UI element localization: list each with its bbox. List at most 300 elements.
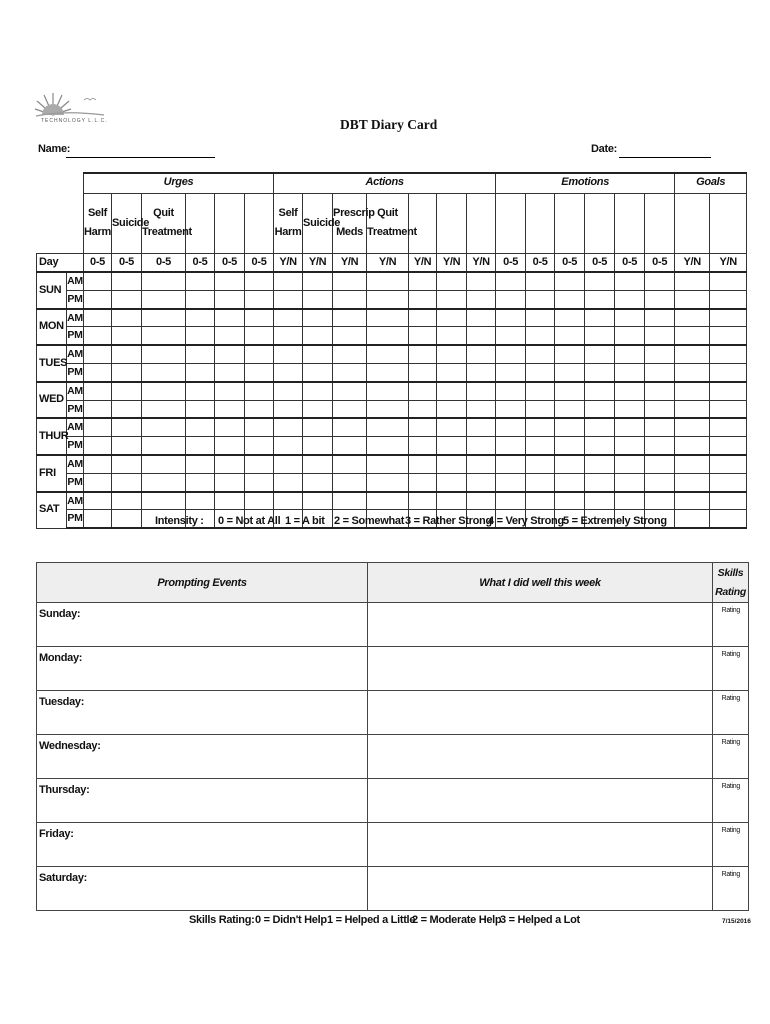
entry-cell[interactable] — [245, 272, 274, 290]
entry-cell[interactable] — [186, 309, 215, 327]
entry-cell[interactable] — [467, 309, 496, 327]
entry-cell[interactable] — [303, 418, 333, 436]
entry-cell[interactable] — [467, 418, 496, 436]
entry-cell[interactable] — [274, 400, 303, 418]
entry-cell[interactable] — [615, 437, 645, 455]
entry-cell[interactable] — [245, 290, 274, 308]
entry-cell[interactable] — [367, 327, 409, 345]
entry-cell[interactable] — [303, 473, 333, 491]
entry-cell[interactable] — [84, 510, 112, 528]
entry-cell[interactable] — [367, 437, 409, 455]
entry-cell[interactable] — [367, 364, 409, 382]
entry-cell[interactable] — [142, 364, 186, 382]
entry-cell[interactable] — [675, 327, 710, 345]
entry-cell[interactable] — [245, 364, 274, 382]
entry-cell[interactable] — [245, 382, 274, 400]
entry-cell[interactable] — [215, 272, 245, 290]
did-well-cell[interactable] — [368, 691, 713, 735]
entry-cell[interactable] — [437, 309, 467, 327]
prompting-events-cell[interactable] — [37, 823, 368, 867]
entry-cell[interactable] — [710, 382, 747, 400]
entry-cell[interactable] — [675, 309, 710, 327]
entry-cell[interactable] — [333, 437, 367, 455]
entry-cell[interactable] — [112, 400, 142, 418]
entry-cell[interactable] — [615, 400, 645, 418]
entry-cell[interactable] — [467, 327, 496, 345]
did-well-cell[interactable] — [368, 823, 713, 867]
entry-cell[interactable] — [367, 345, 409, 363]
prompting-events-cell[interactable] — [37, 867, 368, 911]
rating-cell[interactable] — [713, 603, 749, 647]
entry-cell[interactable] — [555, 382, 585, 400]
entry-cell[interactable] — [645, 309, 675, 327]
entry-cell[interactable] — [710, 418, 747, 436]
entry-cell[interactable] — [274, 455, 303, 473]
prompting-events-cell[interactable] — [37, 735, 368, 779]
entry-cell[interactable] — [645, 455, 675, 473]
entry-cell[interactable] — [303, 400, 333, 418]
entry-cell[interactable] — [615, 364, 645, 382]
entry-cell[interactable] — [333, 290, 367, 308]
entry-cell[interactable] — [585, 327, 615, 345]
entry-cell[interactable] — [437, 418, 467, 436]
entry-cell[interactable] — [274, 345, 303, 363]
entry-cell[interactable] — [333, 309, 367, 327]
entry-cell[interactable] — [710, 437, 747, 455]
entry-cell[interactable] — [675, 400, 710, 418]
entry-cell[interactable] — [274, 473, 303, 491]
entry-cell[interactable] — [585, 382, 615, 400]
entry-cell[interactable] — [437, 345, 467, 363]
entry-cell[interactable] — [526, 400, 555, 418]
entry-cell[interactable] — [645, 382, 675, 400]
entry-cell[interactable] — [585, 455, 615, 473]
entry-cell[interactable] — [409, 382, 437, 400]
entry-cell[interactable] — [245, 309, 274, 327]
entry-cell[interactable] — [333, 327, 367, 345]
entry-cell[interactable] — [367, 382, 409, 400]
entry-cell[interactable] — [555, 418, 585, 436]
entry-cell[interactable] — [437, 400, 467, 418]
entry-cell[interactable] — [675, 510, 710, 528]
entry-cell[interactable] — [215, 418, 245, 436]
entry-cell[interactable] — [409, 437, 437, 455]
entry-cell[interactable] — [526, 327, 555, 345]
entry-cell[interactable] — [555, 364, 585, 382]
entry-cell[interactable] — [615, 455, 645, 473]
entry-cell[interactable] — [645, 437, 675, 455]
entry-cell[interactable] — [496, 345, 526, 363]
entry-cell[interactable] — [215, 455, 245, 473]
entry-cell[interactable] — [496, 473, 526, 491]
entry-cell[interactable] — [84, 364, 112, 382]
entry-cell[interactable] — [526, 418, 555, 436]
entry-cell[interactable] — [274, 382, 303, 400]
entry-cell[interactable] — [645, 327, 675, 345]
entry-cell[interactable] — [645, 272, 675, 290]
entry-cell[interactable] — [333, 272, 367, 290]
entry-cell[interactable] — [585, 309, 615, 327]
rating-cell[interactable] — [713, 647, 749, 691]
entry-cell[interactable] — [303, 382, 333, 400]
entry-cell[interactable] — [710, 272, 747, 290]
entry-cell[interactable] — [215, 345, 245, 363]
entry-cell[interactable] — [555, 309, 585, 327]
entry-cell[interactable] — [675, 364, 710, 382]
entry-cell[interactable] — [84, 492, 112, 510]
entry-cell[interactable] — [274, 492, 303, 510]
entry-cell[interactable] — [437, 327, 467, 345]
entry-cell[interactable] — [186, 400, 215, 418]
entry-cell[interactable] — [333, 364, 367, 382]
entry-cell[interactable] — [615, 272, 645, 290]
entry-cell[interactable] — [496, 327, 526, 345]
entry-cell[interactable] — [585, 492, 615, 510]
did-well-cell[interactable] — [368, 647, 713, 691]
entry-cell[interactable] — [186, 473, 215, 491]
entry-cell[interactable] — [112, 455, 142, 473]
entry-cell[interactable] — [333, 382, 367, 400]
entry-cell[interactable] — [675, 492, 710, 510]
entry-cell[interactable] — [555, 290, 585, 308]
entry-cell[interactable] — [526, 473, 555, 491]
entry-cell[interactable] — [526, 382, 555, 400]
entry-cell[interactable] — [645, 400, 675, 418]
did-well-cell[interactable] — [368, 603, 713, 647]
entry-cell[interactable] — [215, 364, 245, 382]
entry-cell[interactable] — [555, 437, 585, 455]
entry-cell[interactable] — [555, 473, 585, 491]
entry-cell[interactable] — [585, 272, 615, 290]
entry-cell[interactable] — [645, 492, 675, 510]
entry-cell[interactable] — [555, 345, 585, 363]
entry-cell[interactable] — [496, 492, 526, 510]
entry-cell[interactable] — [245, 327, 274, 345]
entry-cell[interactable] — [186, 364, 215, 382]
entry-cell[interactable] — [409, 418, 437, 436]
entry-cell[interactable] — [142, 290, 186, 308]
rating-cell[interactable] — [713, 823, 749, 867]
entry-cell[interactable] — [496, 455, 526, 473]
entry-cell[interactable] — [710, 510, 747, 528]
did-well-cell[interactable] — [368, 867, 713, 911]
entry-cell[interactable] — [142, 492, 186, 510]
entry-cell[interactable] — [274, 290, 303, 308]
entry-cell[interactable] — [112, 492, 142, 510]
entry-cell[interactable] — [112, 272, 142, 290]
entry-cell[interactable] — [215, 437, 245, 455]
entry-cell[interactable] — [245, 400, 274, 418]
rating-cell[interactable] — [713, 735, 749, 779]
rating-cell[interactable] — [713, 691, 749, 735]
entry-cell[interactable] — [142, 309, 186, 327]
entry-cell[interactable] — [710, 473, 747, 491]
entry-cell[interactable] — [615, 345, 645, 363]
entry-cell[interactable] — [333, 492, 367, 510]
entry-cell[interactable] — [303, 437, 333, 455]
entry-cell[interactable] — [645, 345, 675, 363]
entry-cell[interactable] — [467, 473, 496, 491]
entry-cell[interactable] — [526, 364, 555, 382]
entry-cell[interactable] — [585, 473, 615, 491]
entry-cell[interactable] — [84, 327, 112, 345]
entry-cell[interactable] — [112, 382, 142, 400]
entry-cell[interactable] — [437, 473, 467, 491]
entry-cell[interactable] — [274, 309, 303, 327]
entry-cell[interactable] — [710, 345, 747, 363]
entry-cell[interactable] — [409, 272, 437, 290]
entry-cell[interactable] — [496, 364, 526, 382]
entry-cell[interactable] — [367, 309, 409, 327]
entry-cell[interactable] — [409, 455, 437, 473]
entry-cell[interactable] — [409, 327, 437, 345]
entry-cell[interactable] — [303, 345, 333, 363]
entry-cell[interactable] — [274, 437, 303, 455]
entry-cell[interactable] — [437, 364, 467, 382]
entry-cell[interactable] — [303, 290, 333, 308]
entry-cell[interactable] — [710, 309, 747, 327]
entry-cell[interactable] — [112, 437, 142, 455]
entry-cell[interactable] — [245, 418, 274, 436]
entry-cell[interactable] — [367, 418, 409, 436]
entry-cell[interactable] — [437, 437, 467, 455]
entry-cell[interactable] — [274, 364, 303, 382]
entry-cell[interactable] — [437, 382, 467, 400]
entry-cell[interactable] — [467, 455, 496, 473]
entry-cell[interactable] — [555, 327, 585, 345]
entry-cell[interactable] — [526, 437, 555, 455]
entry-cell[interactable] — [186, 327, 215, 345]
entry-cell[interactable] — [274, 418, 303, 436]
entry-cell[interactable] — [303, 309, 333, 327]
entry-cell[interactable] — [615, 473, 645, 491]
entry-cell[interactable] — [675, 473, 710, 491]
entry-cell[interactable] — [585, 418, 615, 436]
entry-cell[interactable] — [112, 510, 142, 528]
entry-cell[interactable] — [215, 290, 245, 308]
entry-cell[interactable] — [84, 290, 112, 308]
entry-cell[interactable] — [367, 455, 409, 473]
entry-cell[interactable] — [645, 473, 675, 491]
prompting-events-cell[interactable] — [37, 647, 368, 691]
entry-cell[interactable] — [186, 437, 215, 455]
entry-cell[interactable] — [84, 455, 112, 473]
entry-cell[interactable] — [333, 473, 367, 491]
entry-cell[interactable] — [215, 382, 245, 400]
entry-cell[interactable] — [186, 290, 215, 308]
entry-cell[interactable] — [675, 272, 710, 290]
entry-cell[interactable] — [675, 382, 710, 400]
entry-cell[interactable] — [84, 473, 112, 491]
entry-cell[interactable] — [585, 437, 615, 455]
entry-cell[interactable] — [615, 327, 645, 345]
entry-cell[interactable] — [675, 437, 710, 455]
entry-cell[interactable] — [437, 272, 467, 290]
entry-cell[interactable] — [186, 418, 215, 436]
entry-cell[interactable] — [710, 290, 747, 308]
entry-cell[interactable] — [710, 455, 747, 473]
entry-cell[interactable] — [303, 492, 333, 510]
entry-cell[interactable] — [496, 400, 526, 418]
entry-cell[interactable] — [142, 345, 186, 363]
entry-cell[interactable] — [367, 290, 409, 308]
entry-cell[interactable] — [367, 473, 409, 491]
entry-cell[interactable] — [84, 437, 112, 455]
entry-cell[interactable] — [84, 309, 112, 327]
entry-cell[interactable] — [215, 327, 245, 345]
entry-cell[interactable] — [496, 272, 526, 290]
entry-cell[interactable] — [437, 290, 467, 308]
entry-cell[interactable] — [186, 492, 215, 510]
entry-cell[interactable] — [112, 345, 142, 363]
entry-cell[interactable] — [274, 272, 303, 290]
entry-cell[interactable] — [245, 473, 274, 491]
entry-cell[interactable] — [585, 290, 615, 308]
entry-cell[interactable] — [675, 418, 710, 436]
entry-cell[interactable] — [142, 272, 186, 290]
entry-cell[interactable] — [526, 345, 555, 363]
entry-cell[interactable] — [526, 492, 555, 510]
entry-cell[interactable] — [710, 364, 747, 382]
entry-cell[interactable] — [245, 345, 274, 363]
entry-cell[interactable] — [615, 290, 645, 308]
entry-cell[interactable] — [142, 400, 186, 418]
entry-cell[interactable] — [467, 272, 496, 290]
entry-cell[interactable] — [84, 418, 112, 436]
entry-cell[interactable] — [526, 309, 555, 327]
entry-cell[interactable] — [555, 455, 585, 473]
entry-cell[interactable] — [496, 437, 526, 455]
did-well-cell[interactable] — [368, 779, 713, 823]
entry-cell[interactable] — [245, 437, 274, 455]
entry-cell[interactable] — [84, 382, 112, 400]
entry-cell[interactable] — [142, 418, 186, 436]
entry-cell[interactable] — [142, 473, 186, 491]
entry-cell[interactable] — [367, 492, 409, 510]
entry-cell[interactable] — [215, 473, 245, 491]
entry-cell[interactable] — [496, 418, 526, 436]
entry-cell[interactable] — [437, 492, 467, 510]
entry-cell[interactable] — [496, 290, 526, 308]
entry-cell[interactable] — [333, 418, 367, 436]
entry-cell[interactable] — [186, 455, 215, 473]
entry-cell[interactable] — [186, 272, 215, 290]
entry-cell[interactable] — [585, 364, 615, 382]
entry-cell[interactable] — [303, 272, 333, 290]
entry-cell[interactable] — [526, 455, 555, 473]
entry-cell[interactable] — [710, 400, 747, 418]
entry-cell[interactable] — [84, 400, 112, 418]
entry-cell[interactable] — [333, 345, 367, 363]
entry-cell[interactable] — [112, 290, 142, 308]
entry-cell[interactable] — [615, 418, 645, 436]
entry-cell[interactable] — [675, 345, 710, 363]
entry-cell[interactable] — [710, 492, 747, 510]
entry-cell[interactable] — [409, 473, 437, 491]
entry-cell[interactable] — [367, 272, 409, 290]
entry-cell[interactable] — [215, 400, 245, 418]
entry-cell[interactable] — [142, 327, 186, 345]
entry-cell[interactable] — [303, 364, 333, 382]
entry-cell[interactable] — [303, 327, 333, 345]
entry-cell[interactable] — [675, 455, 710, 473]
entry-cell[interactable] — [645, 290, 675, 308]
entry-cell[interactable] — [84, 345, 112, 363]
prompting-events-cell[interactable] — [37, 691, 368, 735]
entry-cell[interactable] — [555, 400, 585, 418]
entry-cell[interactable] — [333, 455, 367, 473]
entry-cell[interactable] — [409, 400, 437, 418]
entry-cell[interactable] — [142, 382, 186, 400]
prompting-events-cell[interactable] — [37, 779, 368, 823]
entry-cell[interactable] — [215, 492, 245, 510]
entry-cell[interactable] — [333, 400, 367, 418]
entry-cell[interactable] — [615, 492, 645, 510]
entry-cell[interactable] — [467, 400, 496, 418]
entry-cell[interactable] — [615, 309, 645, 327]
entry-cell[interactable] — [437, 455, 467, 473]
entry-cell[interactable] — [467, 382, 496, 400]
entry-cell[interactable] — [467, 345, 496, 363]
entry-cell[interactable] — [409, 309, 437, 327]
entry-cell[interactable] — [526, 272, 555, 290]
entry-cell[interactable] — [555, 272, 585, 290]
entry-cell[interactable] — [112, 309, 142, 327]
entry-cell[interactable] — [274, 327, 303, 345]
entry-cell[interactable] — [186, 382, 215, 400]
entry-cell[interactable] — [245, 492, 274, 510]
entry-cell[interactable] — [585, 345, 615, 363]
entry-cell[interactable] — [467, 437, 496, 455]
entry-cell[interactable] — [142, 455, 186, 473]
entry-cell[interactable] — [186, 345, 215, 363]
rating-cell[interactable] — [713, 779, 749, 823]
entry-cell[interactable] — [142, 437, 186, 455]
entry-cell[interactable] — [215, 309, 245, 327]
entry-cell[interactable] — [245, 455, 274, 473]
entry-cell[interactable] — [585, 400, 615, 418]
entry-cell[interactable] — [84, 272, 112, 290]
entry-cell[interactable] — [303, 455, 333, 473]
entry-cell[interactable] — [615, 382, 645, 400]
entry-cell[interactable] — [112, 327, 142, 345]
date-field[interactable] — [619, 157, 711, 158]
entry-cell[interactable] — [367, 400, 409, 418]
entry-cell[interactable] — [496, 309, 526, 327]
entry-cell[interactable] — [467, 364, 496, 382]
entry-cell[interactable] — [526, 290, 555, 308]
entry-cell[interactable] — [710, 327, 747, 345]
entry-cell[interactable] — [409, 345, 437, 363]
name-field[interactable] — [66, 157, 215, 158]
entry-cell[interactable] — [496, 382, 526, 400]
entry-cell[interactable] — [467, 492, 496, 510]
entry-cell[interactable] — [555, 492, 585, 510]
entry-cell[interactable] — [112, 364, 142, 382]
prompting-events-cell[interactable] — [37, 603, 368, 647]
entry-cell[interactable] — [675, 290, 710, 308]
entry-cell[interactable] — [467, 290, 496, 308]
entry-cell[interactable] — [645, 418, 675, 436]
entry-cell[interactable] — [409, 364, 437, 382]
entry-cell[interactable] — [409, 290, 437, 308]
entry-cell[interactable] — [112, 418, 142, 436]
entry-cell[interactable] — [112, 473, 142, 491]
rating-cell[interactable] — [713, 867, 749, 911]
did-well-cell[interactable] — [368, 735, 713, 779]
entry-cell[interactable] — [645, 364, 675, 382]
entry-cell[interactable] — [409, 492, 437, 510]
